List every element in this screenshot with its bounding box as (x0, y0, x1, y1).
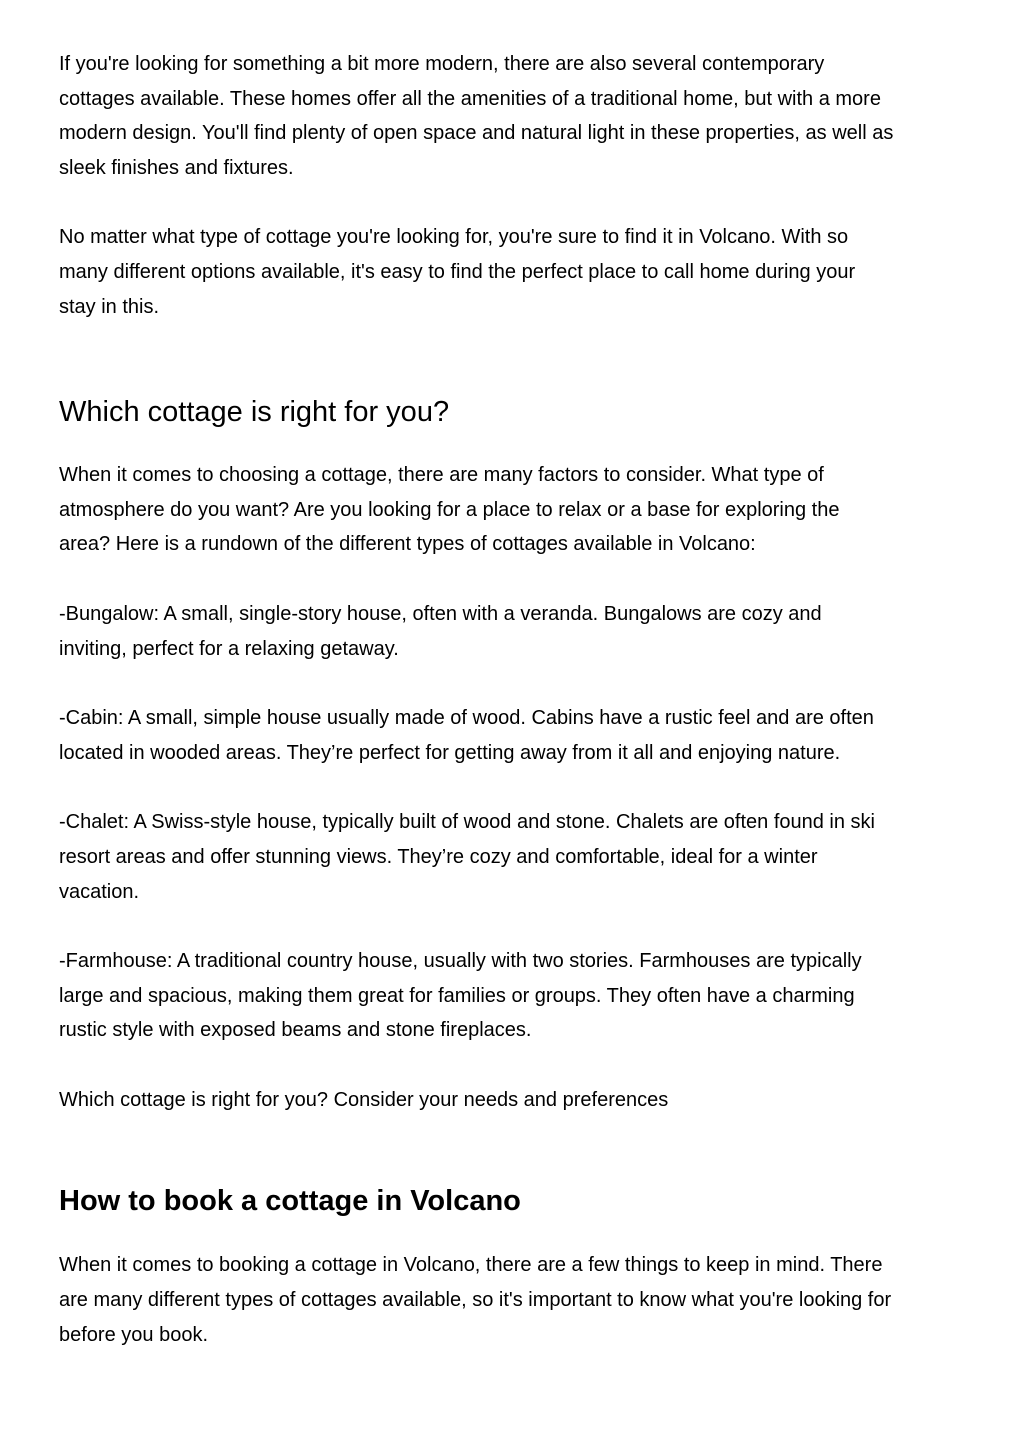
list-item-chalet: -Chalet: A Swiss-style house, typically built of wood and stone. Chalets are often found in ski resort areas and offer stunning views. They’re cozy and comfortable, ideal for a winter vacation. (59, 811, 875, 903)
intro-paragraph-1: If you're looking for something a bit more modern, there are also several contemporary cottages available. These homes offer all the amenities of a traditional home, but with a more modern design. You'll find plenty of open space and natural light in these properties, as well as sleek finishes and fixtures. (59, 53, 894, 179)
section-2-paragraph-1: When it comes to booking a cottage in Volcano, there are a few things to keep in mind. There are many different types of cottages available, so it's important to know what you're looking for before you book. (59, 1254, 892, 1346)
section-heading-how-to-book: How to book a cottage in Volcano (59, 1185, 521, 1218)
list-item-bungalow: -Bungalow: A small, single-story house, often with a veranda. Bungalows are cozy and inviting, perfect for a relaxing getaway. (59, 602, 822, 660)
section-1-paragraph-1: When it comes to choosing a cottage, there are many factors to consider. What type of atmosphere do you want? Are you looking for a place to relax or a base for exploring the area? Here is a rundown of the different types of cottages available in Volcano: (59, 464, 840, 556)
document-page (59, 47, 974, 1352)
list-item-farmhouse: -Farmhouse: A traditional country house, usually with two stories. Farmhouses are typically large and spacious, making them great for families or groups. They often have a charming rustic style with exposed beams and stone fireplaces. (59, 950, 862, 1042)
section-1-closing-paragraph: Which cottage is right for you? Consider your needs and preferences (59, 1088, 669, 1111)
list-item-cabin: -Cabin: A small, simple house usually made of wood. Cabins have a rustic feel and are often located in wooded areas. They’re perfect for getting away from it all and enjoying nature. (59, 707, 874, 764)
section-heading-which-cottage: Which cottage is right for you? (59, 396, 450, 429)
intro-paragraph-2: No matter what type of cottage you're looking for, you're sure to find it in Volcano. With so many different options available, it's easy to find the perfect place to call home during your stay in this. (59, 226, 856, 318)
